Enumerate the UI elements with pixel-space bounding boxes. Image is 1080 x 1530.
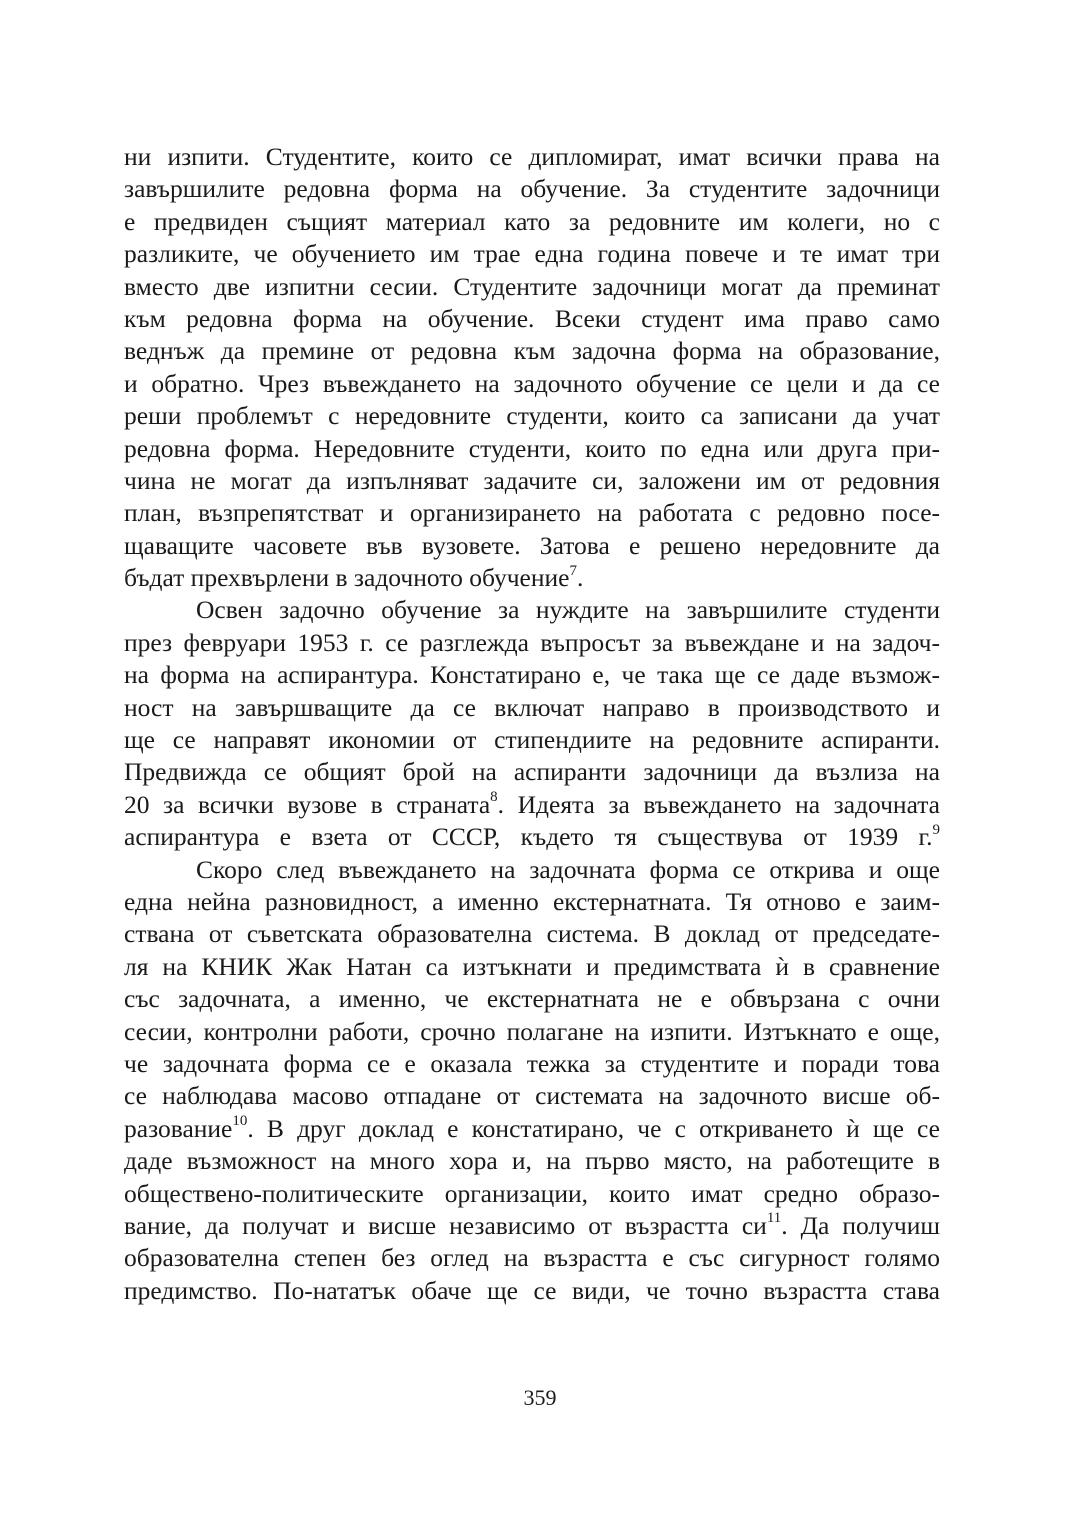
footnote-ref-8[interactable]: 8: [490, 789, 498, 806]
text-line: [124, 1113, 940, 1145]
text-fragment: . Да получиш: [781, 1210, 941, 1240]
page-body: [124, 141, 940, 1307]
text-line: разликите, че обучението им трае една година повече и те имат три: [124, 239, 940, 269]
text-line: Предвижда се общият брой на аспиранти задочници да възлиза на: [124, 757, 940, 787]
text-line: план, възпрепятстват и организирането на работата с редовно посе-: [124, 498, 940, 528]
text-line: [124, 562, 940, 594]
text-line: сесии, контролни работи, срочно полагане на изпити. Изтъкнато е още,: [124, 1016, 940, 1046]
text-line: [124, 789, 940, 821]
paragraph-3: [124, 854, 940, 1307]
text-line: [124, 821, 940, 853]
text-line: обществено-политическите организации, които имат средно образо-: [124, 1178, 940, 1208]
paragraph-1: [124, 141, 940, 594]
text-line: една нейна разновидност, а именно екстернатната. Тя отново е заим-: [124, 886, 940, 916]
text-line: ни изпити. Студентите, които се дипломират, имат всички права на: [124, 142, 940, 171]
text-line: щаващите часовете във вузовете. Затова е решено нередовните да: [124, 530, 940, 560]
text-fragment: .: [576, 563, 584, 593]
text-fragment: 20 за всички вузове в страната: [124, 789, 491, 819]
text-line: предимство. По-нататък обаче ще се види, че точно възрастта става: [124, 1275, 940, 1305]
text-fragment: разование: [124, 1113, 233, 1143]
text-line: даде възможност на много хора и, на първо място, на работещите в: [124, 1146, 940, 1176]
text-line: през февруари 1953 г. се разглежда въпросът за въвеждане и на задоч-: [124, 627, 940, 657]
text-fragment: бъдат прехвърлени в задочното обучение: [124, 563, 570, 593]
text-line: веднъж да премине от редовна към задочна форма на образование,: [124, 336, 940, 366]
paragraph-2: [124, 594, 940, 853]
text-line: е предвиден същият материал като за редовните им колеги, но с: [124, 206, 940, 236]
text-line: образователна степен без оглед на възрастта е със сигурност голямо: [124, 1243, 940, 1273]
text-line: със задочната, а именно, че екстернатната не е обвързана с очни: [124, 984, 940, 1014]
text-fragment: . В друг доклад е констатирано, че с откриването ѝ ще се: [247, 1113, 940, 1143]
text-line: на форма на аспирантура. Констатирано е, че така ще се даде възмож-: [124, 660, 940, 690]
text-line: и обратно. Чрез въвеждането на задочното обучение се цели и да се: [124, 368, 940, 398]
text-fragment: аспирантура е взета от СССР, където тя съществува от 1939 г.: [124, 822, 933, 852]
text-fragment: . Идеята за въвеждането на задочната: [497, 789, 940, 819]
text-line: ност на завършващите да се включат направо в производството и: [124, 692, 940, 722]
footnote-ref-10[interactable]: 10: [232, 1113, 248, 1130]
footnote-ref-11[interactable]: 11: [766, 1210, 782, 1227]
text-line: Освен задочно обучение за нуждите на завършилите студенти: [196, 595, 940, 625]
page-number: 359: [523, 1385, 557, 1410]
footnote-ref-9[interactable]: 9: [932, 821, 940, 838]
text-line: [124, 1210, 940, 1242]
footnote-ref-7[interactable]: 7: [569, 562, 577, 579]
text-line: чина не могат да изпълняват задачите си, заложени им от редовния: [124, 465, 940, 495]
text-line: Скоро след въвеждането на задочната форма се открива и още: [196, 854, 940, 884]
text-line: ще се направят икономии от стипендиите на редовните аспиранти.: [124, 725, 940, 755]
text-line: към редовна форма на обучение. Всеки студент има право само: [124, 303, 940, 333]
text-line: ля на КНИК Жак Натан са изтъкнати и предимствата ѝ в сравнение: [124, 951, 940, 981]
text-fragment: вание, да получат и висше независимо от възрастта си: [124, 1210, 767, 1240]
text-line: реши проблемът с нередовните студенти, които са записани да учат: [124, 401, 940, 431]
text-line: вместо две изпитни сесии. Студентите задочници могат да преминат: [124, 271, 940, 301]
text-line: редовна форма. Нередовните студенти, които по една или друга при-: [124, 433, 940, 463]
text-line: че задочната форма се е оказала тежка за студентите и поради това: [124, 1048, 940, 1078]
text-line: ствана от съветската образователна система. В доклад от председате-: [124, 919, 940, 949]
text-line: се наблюдава масово отпадане от системата на задочното висше об-: [124, 1081, 940, 1111]
text-line: завършилите редовна форма на обучение. За студентите задочници: [124, 174, 940, 204]
